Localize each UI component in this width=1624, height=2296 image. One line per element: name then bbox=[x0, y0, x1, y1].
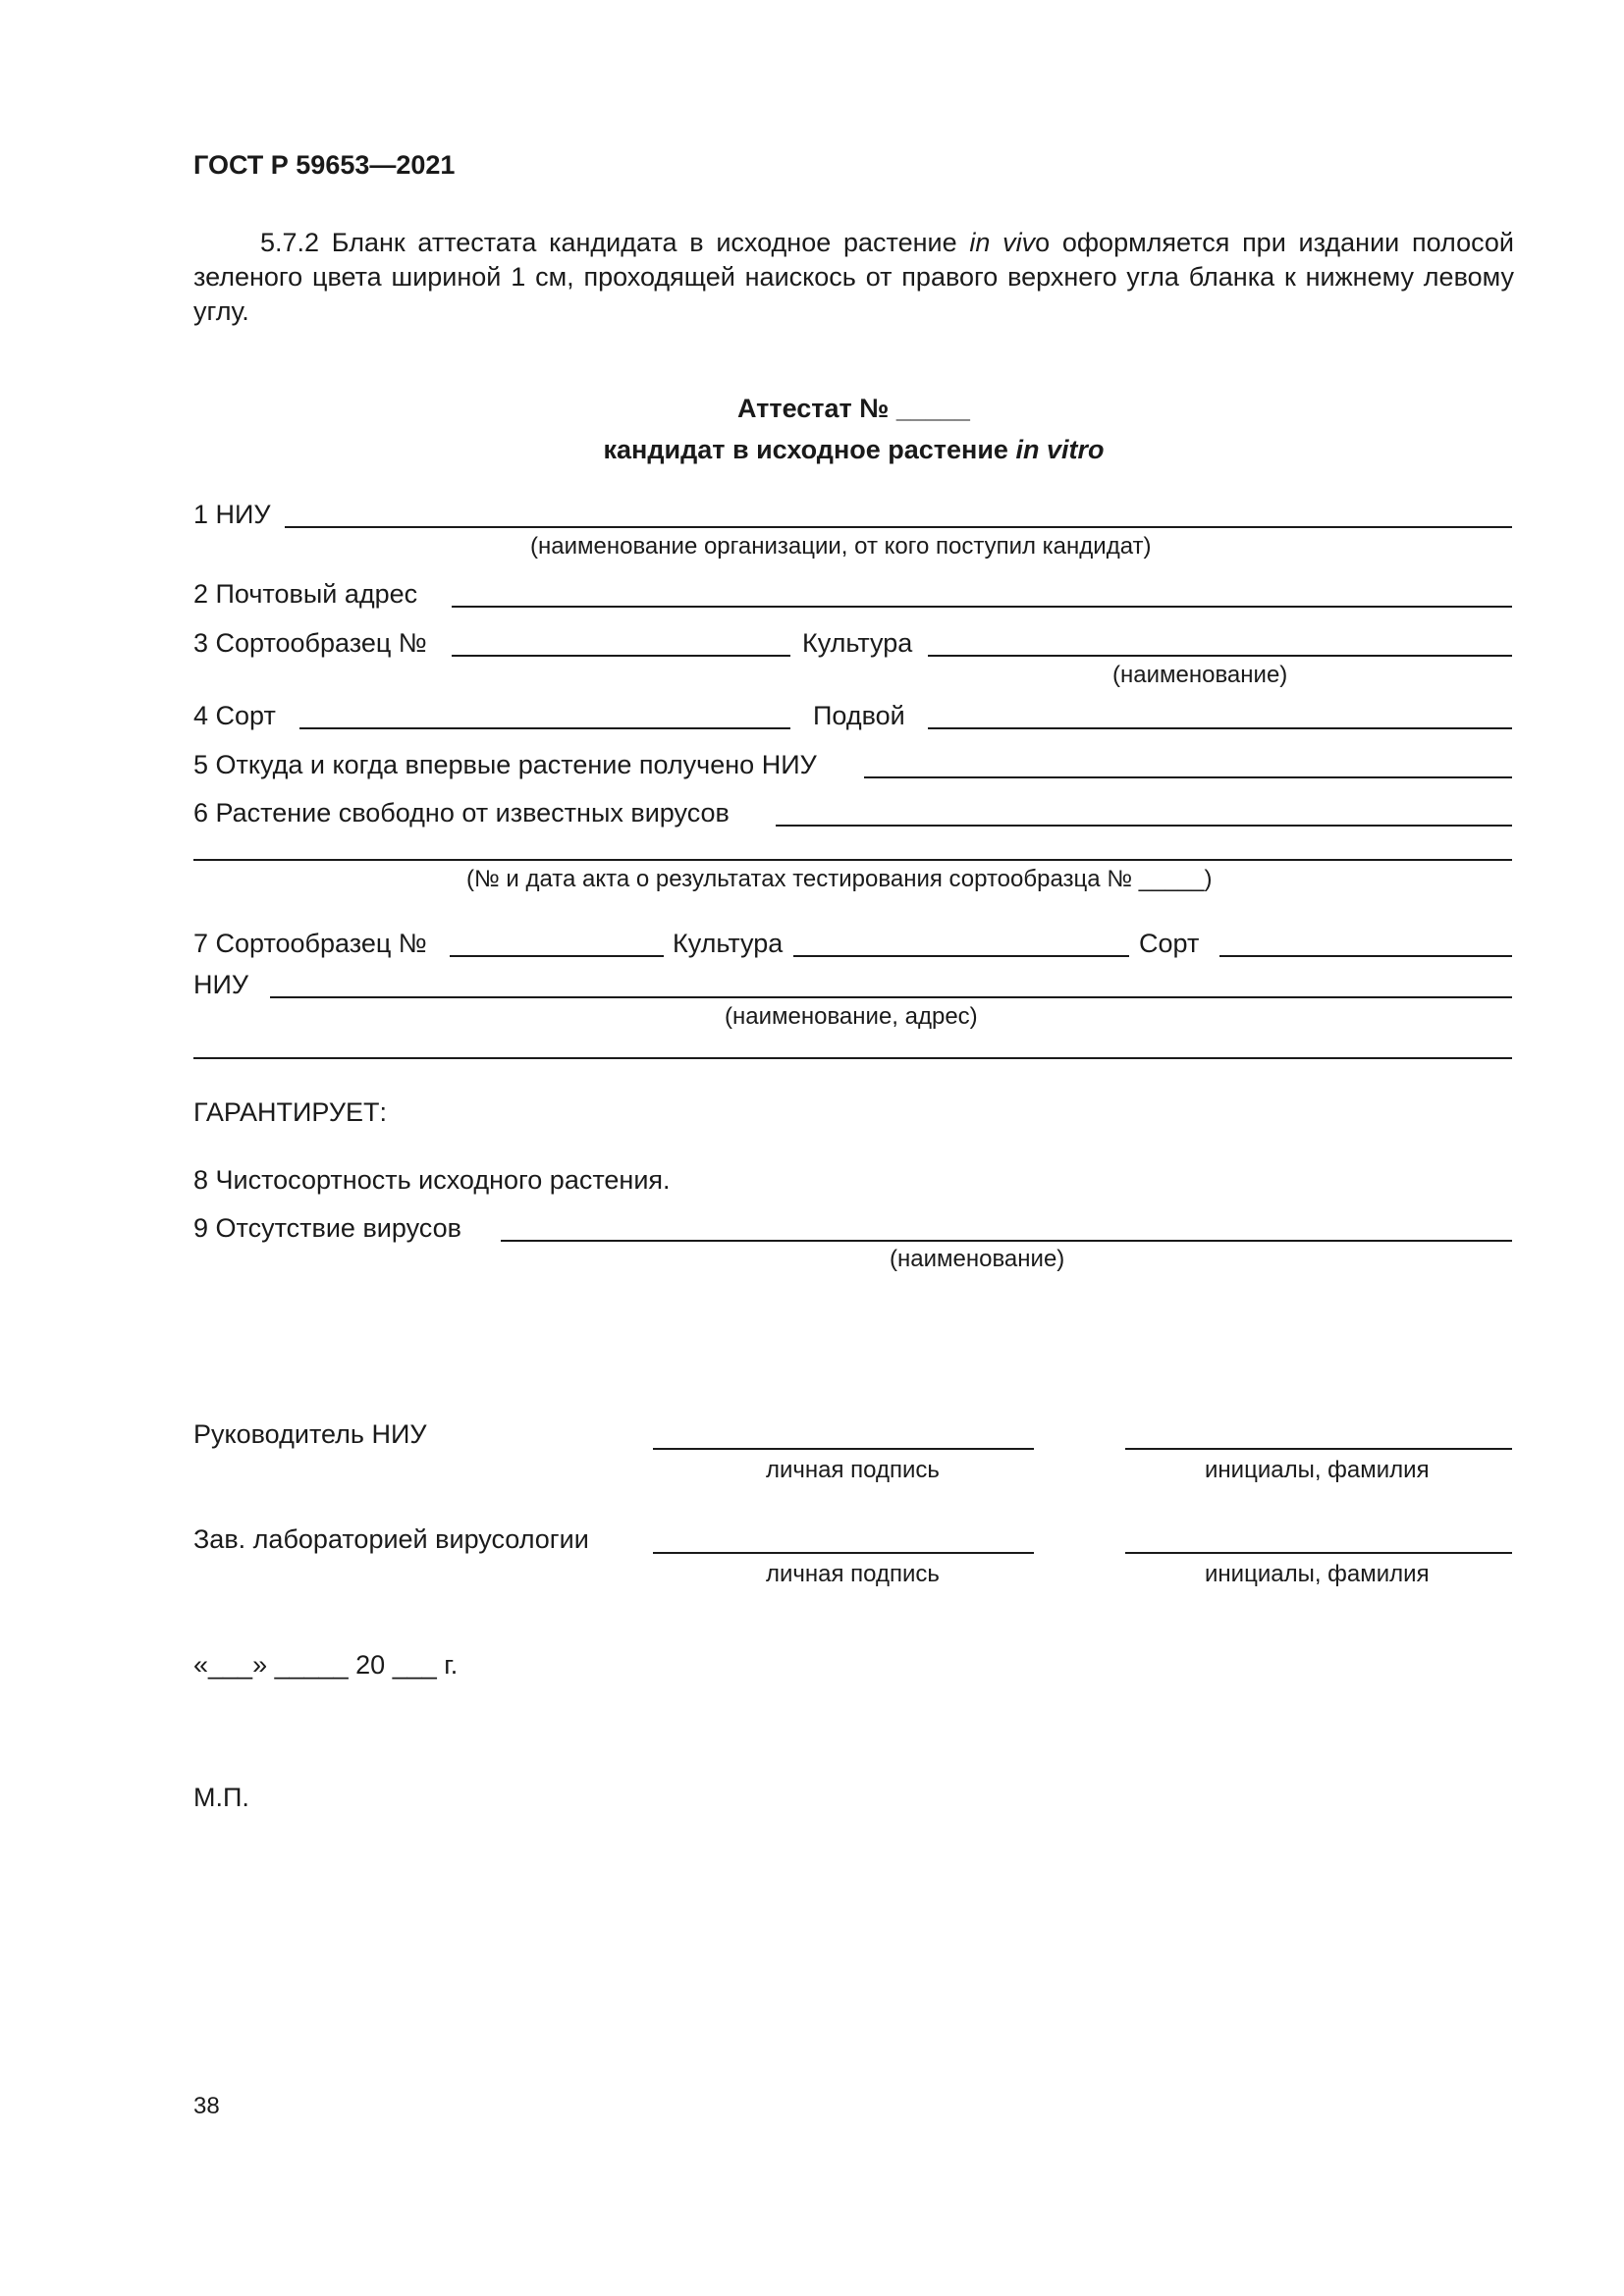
item4-rootstock-field[interactable] bbox=[928, 727, 1512, 729]
item7-number-field[interactable] bbox=[450, 955, 664, 957]
lab-name-caption: инициалы, фамилия bbox=[1205, 1561, 1430, 1587]
item2-label: 2 Почтовый адрес bbox=[193, 579, 418, 609]
item5-label: 5 Откуда и когда впервые растение получено НИУ bbox=[193, 750, 817, 779]
head-name-caption: инициалы, фамилия bbox=[1205, 1457, 1430, 1483]
item3-number-field[interactable] bbox=[452, 655, 790, 657]
head-label: Руководитель НИУ bbox=[193, 1419, 427, 1449]
item4-label: 4 Сорт bbox=[193, 701, 276, 730]
item3-culture-label: Культура bbox=[802, 628, 913, 658]
item7-extra-field[interactable] bbox=[193, 1057, 1512, 1059]
item3-caption: (наименование) bbox=[1112, 662, 1288, 688]
head-signature-field[interactable] bbox=[653, 1448, 1034, 1450]
item4-variety-field[interactable] bbox=[299, 727, 790, 729]
item6-field[interactable] bbox=[776, 825, 1512, 827]
item4-rootstock-label: Подвой bbox=[813, 701, 905, 730]
guarantees-heading: ГАРАНТИРУЕТ: bbox=[193, 1097, 388, 1127]
intro-text-start: 5.7.2 Бланк аттестата кандидата в исходное растение bbox=[260, 228, 970, 257]
item7-variety-field[interactable] bbox=[1219, 955, 1512, 957]
form-title: Аттестат № _____ bbox=[737, 394, 970, 423]
lab-sign-caption: личная подпись bbox=[766, 1561, 940, 1587]
item9-caption: (наименование) bbox=[890, 1246, 1065, 1272]
intro-paragraph bbox=[193, 226, 1514, 329]
item6-label: 6 Растение свободно от известных вирусов bbox=[193, 798, 730, 828]
item7-variety-label: Сорт bbox=[1139, 929, 1200, 958]
lab-signature-field[interactable] bbox=[653, 1552, 1034, 1554]
intro-italic: in viv bbox=[969, 228, 1036, 257]
form-subtitle-italic: in vitro bbox=[1015, 435, 1105, 464]
item7-niu-label: НИУ bbox=[193, 970, 249, 999]
lab-label: Зав. лабораторией вирусологии bbox=[193, 1524, 589, 1554]
item7-niu-field[interactable] bbox=[270, 996, 1512, 998]
item7-label: 7 Сортообразец № bbox=[193, 929, 427, 958]
item1-label: 1 НИУ bbox=[193, 500, 271, 529]
item7-culture-field[interactable] bbox=[793, 955, 1129, 957]
lab-name-field[interactable] bbox=[1125, 1552, 1512, 1554]
page-number: 38 bbox=[193, 2093, 220, 2119]
item1-field[interactable] bbox=[285, 526, 1512, 528]
head-name-field[interactable] bbox=[1125, 1448, 1512, 1450]
standard-header: ГОСТ Р 59653—2021 bbox=[193, 150, 456, 180]
item9-label: 9 Отсутствие вирусов bbox=[193, 1213, 461, 1243]
item8-label: 8 Чистосортность исходного растения. bbox=[193, 1165, 671, 1195]
item7-caption: (наименование, адрес) bbox=[725, 1003, 978, 1030]
date-line: «___» _____ 20 ___ г. bbox=[193, 1650, 459, 1680]
item6-caption: (№ и дата акта о результатах тестирования сортообразца № _____) bbox=[466, 866, 1213, 892]
item3-label: 3 Сортообразец № bbox=[193, 628, 427, 658]
stamp-placeholder: М.П. bbox=[193, 1783, 249, 1812]
item2-field[interactable] bbox=[452, 606, 1512, 608]
item3-culture-field[interactable] bbox=[928, 655, 1512, 657]
intro-text-end: о оформляется при издании полосой зеленого цвета шириной 1 см, проходящей наискось от правого верхнего угла бланка к нижнему левому углу. bbox=[193, 228, 1514, 326]
item9-field[interactable] bbox=[501, 1240, 1512, 1242]
head-sign-caption: личная подпись bbox=[766, 1457, 940, 1483]
item7-culture-label: Культура bbox=[673, 929, 784, 958]
form-subtitle-text: кандидат в исходное растение bbox=[603, 435, 1016, 464]
form-subtitle bbox=[193, 437, 1514, 463]
item6-act-field[interactable] bbox=[193, 859, 1512, 861]
item1-caption: (наименование организации, от кого поступил кандидат) bbox=[530, 533, 1152, 560]
item5-field[interactable] bbox=[864, 776, 1512, 778]
